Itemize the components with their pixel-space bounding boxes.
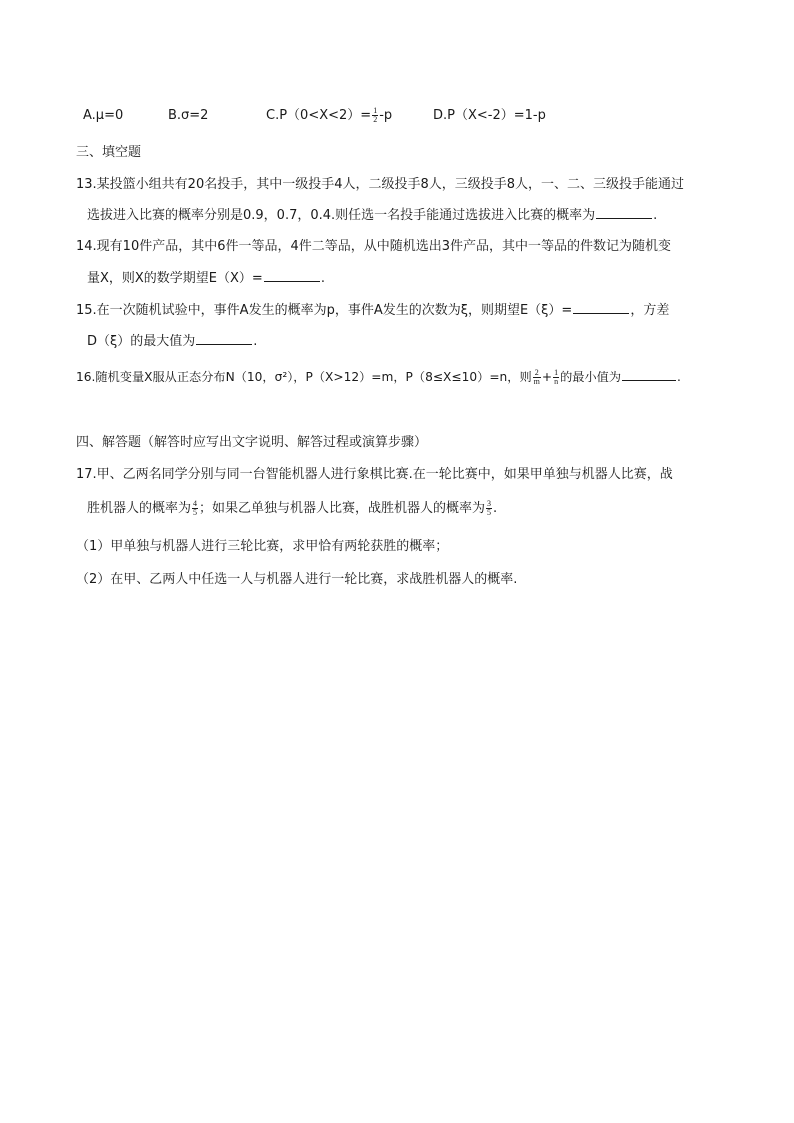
q16-fraction-1 (533, 369, 541, 386)
q17-line-2-mid: ；如果乙单独与机器人比赛，战胜机器人的概率为 (199, 501, 486, 516)
section-3-title: 三、填空题 (76, 145, 142, 160)
q15-line-2-end: . (253, 334, 258, 349)
q15-line-2 (87, 331, 257, 352)
q15-line-1-text: 15.在一次随机试验中，事件A发生的概率为p，事件A发生的次数为ξ，则期望E（ξ）= (76, 303, 573, 318)
option-c-fraction-numerator: 1 (373, 106, 378, 115)
q16-text-after: 的最小值为 (560, 370, 622, 384)
q17-subquestion-1: （1）甲单独与机器人进行三轮比赛，求甲恰有两轮获胜的概率； (76, 539, 449, 554)
option-c-suffix: -p (379, 108, 393, 123)
q14-answer-blank[interactable] (264, 268, 320, 282)
q15-line-1-mid: ，方差 (630, 303, 670, 318)
q17-fraction-2 (486, 500, 492, 517)
q17-line-2-end: . (493, 501, 498, 516)
q16-end: . (677, 370, 681, 384)
q17-fraction-1-numerator: 4 (193, 499, 198, 508)
option-c (266, 106, 392, 126)
q17-fraction-1-denominator: 5 (193, 508, 198, 517)
option-a: A.μ=0 (83, 108, 124, 123)
option-c-fraction (372, 107, 378, 124)
option-b: B.σ=2 (168, 108, 209, 123)
q14-line-1: 14.现有10件产品，其中6件一等品，4件二等品，从中随机选出3件产品，其中一等品的件数记为随机变 (76, 239, 672, 254)
q16-fraction-2 (553, 369, 559, 386)
q14-line-2-text: 量X，则X的数学期望E（X）= (87, 271, 263, 286)
q16-fraction-1-denominator: m (533, 377, 540, 386)
q16-fraction-2-numerator: 1 (554, 368, 559, 377)
q13-line-1: 13.某投篮小组共有20名投手，其中一级投手4人，二级投手8人，三级投手8人，一、二、三级投手能通过 (76, 177, 685, 192)
q13-line-2 (87, 205, 657, 226)
q16-line (76, 367, 681, 387)
q13-line-2-end: . (653, 208, 658, 223)
q15-expectation-blank[interactable] (573, 300, 629, 314)
option-d: D.P（X<-2）=1-p (433, 108, 546, 123)
q17-subquestion-2: （2）在甲、乙两人中任选一人与机器人进行一轮比赛，求战胜机器人的概率. (76, 572, 518, 587)
section-4-title: 四、解答题（解答时应写出文字说明、解答过程或演算步骤） (76, 435, 428, 450)
q13-line-2-text: 选拔进入比赛的概率分别是0.9，0.7，0.4.则任选一名投手能通过选拔进入比赛的概率为 (87, 208, 596, 223)
q15-line-1 (76, 300, 669, 321)
q17-line-2-text: 胜机器人的概率为 (87, 501, 192, 516)
q14-line-2-end: . (320, 271, 325, 286)
q17-line-1: 17.甲、乙两名同学分别与同一台智能机器人进行象棋比赛.在一轮比赛中，如果甲单独与机器人比赛，战 (76, 467, 673, 482)
q14-line-2 (87, 268, 325, 289)
option-c-fraction-denominator: 2 (373, 115, 378, 124)
q16-fraction-2-denominator: n (554, 377, 559, 386)
q16-text: 16.随机变量X服从正态分布N（10，σ²），P（X>12）=m，P（8≤X≤10）=n，则 (76, 370, 532, 384)
option-c-prefix: C.P（0<X<2）= (266, 108, 372, 123)
q16-plus: + (541, 370, 553, 384)
q13-answer-blank[interactable] (596, 205, 652, 219)
q17-fraction-2-denominator: 5 (487, 508, 492, 517)
q16-answer-blank[interactable] (622, 367, 676, 381)
q17-fraction-1 (192, 500, 198, 517)
q16-fraction-1-numerator: 2 (533, 369, 541, 378)
q17-fraction-2-numerator: 3 (487, 499, 492, 508)
q15-variance-blank[interactable] (196, 331, 252, 345)
q15-line-2-text: D（ξ）的最大值为 (87, 334, 196, 349)
q17-line-2 (87, 499, 497, 519)
